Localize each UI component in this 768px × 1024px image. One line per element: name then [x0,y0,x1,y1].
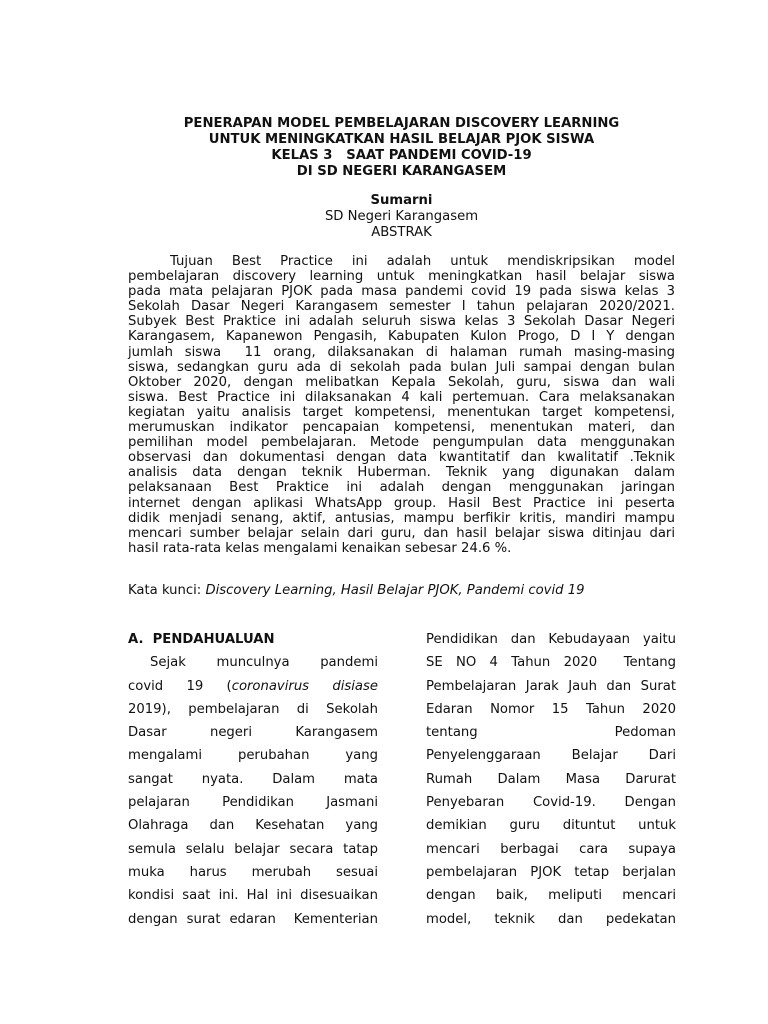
abstract-line: siswa. Best Practice ini dilaksanakan 4 kali pertemuan. Cara melaksanakan [128,389,675,405]
abstract-line: merumuskan indikator pencapaian kompetensi, menentukan materi, dan [128,420,675,436]
keywords-label: Kata kunci: [128,583,206,598]
abstract-line: mencari sumber belajar selain dari guru, dan hasil belajar siswa ditinjau dari [128,525,675,541]
section-heading: A. PENDAHUALUAN [128,632,275,647]
body-line: Penyebaran Covid-19. Dengan [426,795,676,811]
author-affiliation: SD Negeri Karangasem [324,209,479,224]
keywords-terms: Discovery Learning, Hasil Belajar PJOK, Pandemi covid 19 [205,583,585,598]
body-line: Penyelenggaraan Belajar Dari [426,748,676,764]
body-line: Pembelajaran Jarak Jauh dan Surat [426,678,676,694]
abstract-line: Sekolah Dasar Negeri Karangasem semester I tahun pelajaran 2020/2021. [128,299,675,315]
abstract-line: pelaksanaan Best Praktice ini adalah dengan menggunakan jaringan [128,480,675,496]
author-name: Sumarni [370,193,433,208]
abstract-line: Subyek Best Praktice ini adalah seluruh siswa kelas 3 Sekolah Dasar Negeri [128,314,675,330]
abstract-line: pembelajaran discovery learning untuk meningkatkan hasil belajar siswa [128,269,675,285]
covid-text: covid 19 ( [128,678,232,694]
body-line: Edaran Nomor 15 Tahun 2020 [426,701,676,717]
body-line: Olahraga dan Kesehatan yang [128,818,378,834]
paper-title [128,116,675,180]
body-line: Dasar negeri Karangasem [128,725,378,741]
abstract-line: analisis data dengan teknik Huberman. Teknik yang digunakan dalam [128,465,675,481]
body-line [128,675,378,698]
abstract-line: Oktober 2020, dengan melibatkan Kepala Sekolah, guru, siswa dan wali [128,374,675,390]
body-line: semula selalu belajar secara tatap [128,841,378,857]
body-line: dengan baik, meliputi mencari [426,888,676,904]
body-line: pelajaran Pendidikan Jasmani [128,795,378,811]
title-line-1: PENERAPAN MODEL PEMBELAJARAN DISCOVERY LEARNING [183,116,620,131]
title-line-4: DI SD NEGERI KARANGASEM [296,164,507,179]
abstract-line: Tujuan Best Practice ini adalah untuk mendiskripsikan model [170,254,675,269]
body-line: kondisi saat ini. Hal ini disesuaikan [128,888,378,904]
body-line: Rumah Dalam Masa Darurat [426,771,676,787]
coronavirus-term: coronavirus disiase [231,678,378,694]
body-line: mengalami perubahan yang [128,748,378,764]
body-line: SE NO 4 Tahun 2020 Tentang [426,655,676,671]
title-line-2: UNTUK MENINGKATKAN HASIL BELAJAR PJOK SISWA [208,132,595,147]
body-line: Sejak munculnya pandemi [150,655,378,671]
column-left [128,628,378,931]
abstract-line: pemilihan model pembelajaran. Metode pengumpulan data menggunakan [128,435,675,451]
column-right [426,628,676,931]
body-line: pembelajaran PJOK tetap berjalan [426,864,676,880]
body-line: dengan surat edaran Kementerian [128,911,378,927]
body-line: demikian guru dituntut untuk [426,818,676,834]
abstract-line: hasil rata-rata kelas mengalami kenaikan sebesar 24.6 %. [128,540,512,556]
body-line: Pendidikan dan Kebudayaan yaitu [426,632,676,647]
abstract-body [128,254,675,556]
abstract-line: kegiatan yaitu analisis target kompetensi, menentukan target kompetensi, [128,404,675,420]
abstract-line: Karangasem, Kapanewon Pengasih, Kabupaten Kulon Progo, D I Y dengan [128,329,675,345]
abstract-line: internet dengan aplikasi WhatsApp group. Hasil Best Practice ini peserta [128,495,675,511]
abstract-line: didik menjadi senang, aktif, antusias, mampu berfikir kritis, mandiri mampu [128,510,675,526]
abstract-line: pada mata pelajaran PJOK pada masa pandemi covid 19 pada siswa kelas 3 [128,284,675,300]
abstract-line: observasi dan dokumentasi dengan data kwantitatif dan kwalitatif .Teknik [128,450,675,466]
body-line: model, teknik dan pedekatan [426,911,676,927]
body-line: sangat nyata. Dalam mata [128,771,378,787]
body-line: mencari berbagai cara supaya [426,841,676,857]
keywords [128,583,675,599]
body-line: 2019), pembelajaran di Sekolah [128,701,378,717]
abstract-heading: ABSTRAK [371,225,432,240]
abstract-line: jumlah siswa 11 orang, dilaksanakan di halaman rumah masing-masing [128,344,675,360]
title-line-3: KELAS 3 SAAT PANDEMI COVID-19 [271,148,532,163]
body-line: muka harus merubah sesuai [128,864,378,880]
body-line: tentang Pedoman [426,725,676,741]
abstract-line: siswa, sedangkan guru ada di sekolah pada bulan Juli sampai dengan bulan [128,359,675,375]
